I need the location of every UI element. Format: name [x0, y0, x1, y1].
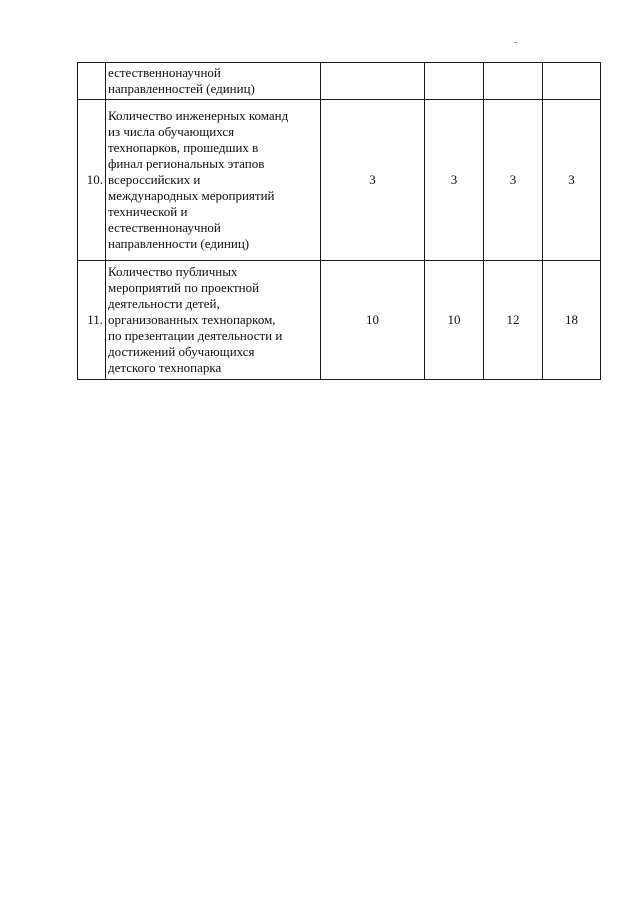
description-line: международных мероприятий	[108, 188, 275, 203]
description-line: технопарков, прошедших в	[108, 140, 259, 155]
description-line: естественнонаучной	[108, 220, 221, 235]
description-line: технической и	[108, 204, 188, 219]
table-row-10	[78, 100, 601, 261]
description-line: Количество публичных	[108, 264, 238, 279]
row-description	[106, 100, 321, 261]
description-line: детского технопарка	[108, 360, 222, 375]
description-line: естественнонаучной	[108, 65, 221, 80]
value-cell: 3	[425, 100, 484, 261]
row-number: 11.	[78, 261, 106, 380]
value-cell	[543, 63, 601, 100]
description-line: финал региональных этапов	[108, 156, 265, 171]
value-cell: 12	[484, 261, 543, 380]
row-description	[106, 261, 321, 380]
description-line: направленности (единиц)	[108, 236, 250, 251]
scan-speck	[514, 42, 517, 43]
value-cell: 3	[484, 100, 543, 261]
value-cell: 3	[543, 100, 601, 261]
description-line: достижений обучающихся	[108, 344, 255, 359]
value-cell: 10	[425, 261, 484, 380]
indicators-table	[77, 62, 601, 380]
value-cell	[484, 63, 543, 100]
row-number: 10.	[78, 100, 106, 261]
table-row-11	[78, 261, 601, 380]
description-line: из числа обучающихся	[108, 124, 235, 139]
description-line: мероприятий по проектной	[108, 280, 260, 295]
value-cell	[321, 63, 425, 100]
value-cell: 3	[321, 100, 425, 261]
description-line: направленностей (единиц)	[108, 81, 255, 96]
description-line: всероссийских и	[108, 172, 201, 187]
description-line: организованных технопарком,	[108, 312, 276, 327]
row-description	[106, 63, 321, 100]
value-cell	[425, 63, 484, 100]
table-row-continuation	[78, 63, 601, 100]
row-number	[78, 63, 106, 100]
description-line: по презентации деятельности и	[108, 328, 283, 343]
description-line: Количество инженерных команд	[108, 108, 289, 123]
description-line: деятельности детей,	[108, 296, 220, 311]
value-cell: 18	[543, 261, 601, 380]
value-cell: 10	[321, 261, 425, 380]
